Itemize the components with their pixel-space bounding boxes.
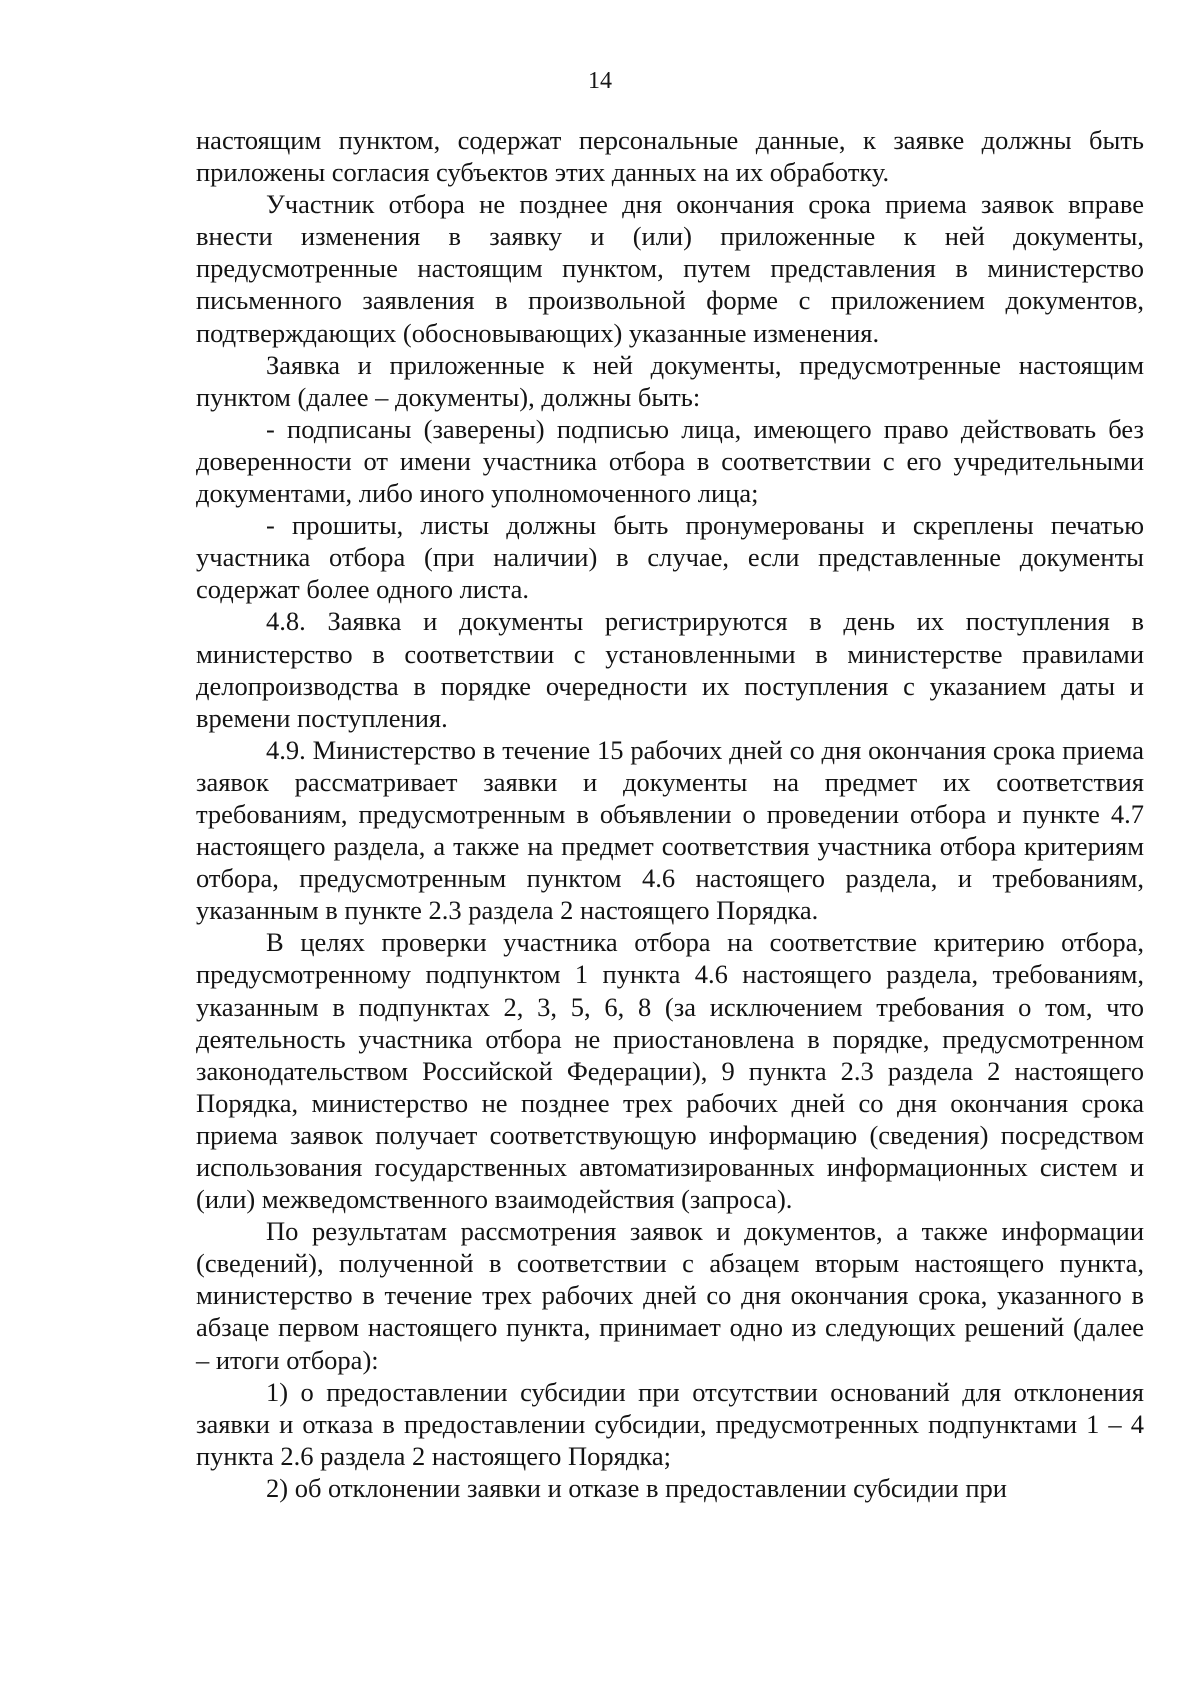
- list-item-stitched: - прошиты, листы должны быть пронумерованы и скреплены печатью участника отбора (при наличии) в случае, если представленные документы содержат более одного листа.: [196, 510, 1144, 605]
- paragraph-clause-4-9: 4.9. Министерство в течение 15 рабочих дней со дня окончания срока приема заявок рассматривает заявки и документы на предмет их соответствия требованиям, предусмотренным в объявлении о проведении отбора и пункте 4.7 настоящего раздела, а также на предмет соответствия участника отбора критериям отбора, предусмотренным пунктом 4.6 настоящего раздела, и требованиям, указанным в пункте 2.3 раздела 2 настоящего Порядка.: [196, 734, 1144, 926]
- list-item-signed: - подписаны (заверены) подписью лица, имеющего право действовать без доверенности от имени участника отбора в соответствии с его учредительными документами, либо иного уполномоченного лица;: [196, 413, 1144, 509]
- paragraph-documents-requirements: Заявка и приложенные к ней документы, предусмотренные настоящим пунктом (далее – документы), должны быть:: [196, 349, 1144, 412]
- paragraph-review-results: По результатам рассмотрения заявок и документов, а также информации (сведений), полученной в соответствии с абзацем вторым настоящего пункта, министерство в течение трех рабочих дней со дня окончания срока, указанного в абзаце первом настоящего пункта, принимает одно из следующих решений (далее – итоги отбора):: [196, 1216, 1144, 1375]
- list-item-decision-1: 1) о предоставлении субсидии при отсутствии оснований для отклонения заявки и отказа в предоставлении субсидии, предусмотренных подпунктами 1 – 4 пункта 2.6 раздела 2 настоящего Порядка;: [196, 1376, 1144, 1471]
- paragraph-amendment-right: Участник отбора не позднее дня окончания срока приема заявок вправе внести изменения в заявку и (или) приложенные к ней документы, предусмотренные настоящим пунктом, путем представления в министерство письменного заявления в произвольной форме с приложением документов, подтверждающих (обосновывающих) указанные изменения.: [196, 189, 1144, 348]
- paragraph-continuation: настоящим пунктом, содержат персональные данные, к заявке должны быть приложены согласия субъектов этих данных на их обработку.: [196, 125, 1144, 188]
- list-item-decision-2: 2) об отклонении заявки и отказе в предоставлении субсидии при: [266, 1472, 1007, 1503]
- page-number: 14: [588, 68, 612, 94]
- paragraph-verification: В целях проверки участника отбора на соответствие критерию отбора, предусмотренному подпунктом 1 пункта 4.6 настоящего раздела, требованиям, указанным в подпунктах 2, 3, 5, 6, 8 (за исключением требования о том, что деятельность участника отбора не приостановлена в порядке, предусмотренном законодательством Российской Федерации), 9 пункта 2.3 раздела 2 настоящего Порядка, министерство не позднее трех рабочих дней со дня окончания срока приема заявок получает соответствующую информацию (сведения) посредством использования государственных автоматизированных информационных систем и (или) межведомственного взаимодействия (запроса).: [196, 927, 1144, 1215]
- paragraph-clause-4-8: 4.8. Заявка и документы регистрируются в день их поступления в министерство в соответствии с установленными в министерстве правилами делопроизводства в порядке очередности их поступления с указанием даты и времени поступления.: [196, 606, 1144, 733]
- document-body: [196, 124, 1144, 1504]
